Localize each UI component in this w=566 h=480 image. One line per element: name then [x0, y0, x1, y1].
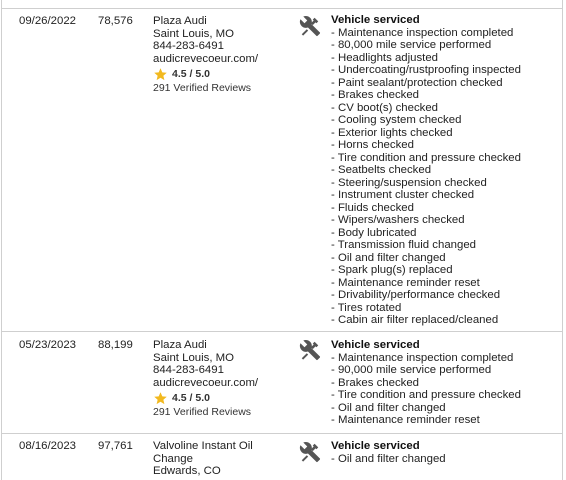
service-item: - Transmission fluid changed — [331, 239, 561, 252]
service-record — [2, 433, 562, 480]
service-item: - Headlights adjusted — [331, 52, 561, 65]
service-item: - Oil and filter changed — [331, 402, 561, 415]
service-details — [331, 14, 561, 327]
service-item: - 90,000 mile service performed — [331, 364, 561, 377]
service-item: - Seatbelts checked — [331, 164, 561, 177]
service-mileage: 97,761 — [98, 440, 133, 452]
service-details — [331, 440, 561, 465]
star-icon — [153, 391, 168, 406]
dealer-location: Edwards, CO — [153, 465, 221, 477]
service-title: Vehicle serviced — [331, 14, 420, 26]
service-items — [331, 453, 561, 466]
tools-icon — [299, 441, 325, 463]
service-item: - Tires rotated — [331, 302, 561, 315]
verified-reviews-link[interactable]: 291 Verified Reviews — [153, 406, 252, 418]
service-items — [331, 27, 561, 327]
service-item: - Steering/suspension checked — [331, 177, 561, 190]
dealer-name-cont: Change — [153, 452, 193, 465]
service-item: - Spark plug(s) replaced — [331, 264, 561, 277]
service-record — [2, 331, 562, 434]
dealer-website-link[interactable]: audicrevecoeur.com/ — [153, 52, 259, 65]
dealer-info — [153, 339, 293, 419]
tools-icon — [299, 339, 325, 361]
service-item: - Drivability/performance checked — [331, 289, 561, 302]
service-date: 05/23/2023 — [19, 339, 77, 351]
service-mileage: 88,199 — [98, 339, 133, 351]
service-item: - Fluids checked — [331, 202, 561, 215]
service-date: 09/26/2022 — [19, 15, 77, 27]
tools-icon — [299, 15, 325, 37]
service-item: - Tire condition and pressure checked — [331, 152, 561, 165]
dealer-phone[interactable]: 844-283-6491 — [153, 40, 224, 52]
verified-reviews-link[interactable]: 291 Verified Reviews — [153, 82, 252, 94]
service-item: - Brakes checked — [331, 377, 561, 390]
service-record — [2, 9, 562, 332]
dealer-location: Saint Louis, MO — [153, 351, 235, 364]
dealer-name: Plaza Audi — [153, 15, 207, 27]
service-item: - Brakes checked — [331, 89, 561, 102]
service-item: - Cooling system checked — [331, 114, 561, 127]
dealer-location: Saint Louis, MO — [153, 27, 235, 40]
dealer-website-link[interactable]: audicrevecoeur.com/ — [153, 376, 259, 389]
dealer-name: Valvoline Instant Oil — [153, 440, 253, 452]
service-item: - Cabin air filter replaced/cleaned — [331, 314, 561, 327]
service-details — [331, 339, 561, 427]
dealer-phone[interactable]: 844-283-6491 — [153, 364, 224, 376]
service-item: - Tire condition and pressure checked — [331, 389, 561, 402]
service-item: - Maintenance inspection completed — [331, 352, 561, 365]
dealer-rating — [153, 391, 293, 405]
service-item: - Oil and filter changed — [331, 453, 561, 466]
service-item: - Oil and filter changed — [331, 252, 561, 265]
service-title: Vehicle serviced — [331, 440, 420, 452]
service-item: - Undercoating/rustproofing inspected — [331, 64, 561, 77]
service-item: - Maintenance inspection completed — [331, 27, 561, 40]
dealer-rating — [153, 67, 293, 81]
service-item: - CV boot(s) checked — [331, 102, 561, 115]
dealer-name: Plaza Audi — [153, 339, 207, 351]
dealer-info — [153, 15, 293, 95]
service-mileage: 78,576 — [98, 15, 133, 27]
service-item: - Paint sealant/protection checked — [331, 77, 561, 90]
service-title: Vehicle serviced — [331, 339, 420, 351]
service-item: - Horns checked — [331, 139, 561, 152]
service-item: - Wipers/washers checked — [331, 214, 561, 227]
service-item: - Maintenance reminder reset — [331, 277, 561, 290]
service-date: 08/16/2023 — [19, 440, 77, 452]
dealer-info — [153, 440, 293, 478]
service-item: - Maintenance reminder reset — [331, 414, 561, 427]
service-history-list — [1, 0, 563, 480]
service-item: - Body lubricated — [331, 227, 561, 240]
service-item: - 80,000 mile service performed — [331, 39, 561, 52]
service-item: - Instrument cluster checked — [331, 189, 561, 202]
star-icon — [153, 67, 168, 82]
rating-value: 4.5 / 5.0 — [172, 391, 210, 404]
service-items — [331, 352, 561, 427]
rating-value: 4.5 / 5.0 — [172, 67, 210, 80]
service-item: - Exterior lights checked — [331, 127, 561, 140]
